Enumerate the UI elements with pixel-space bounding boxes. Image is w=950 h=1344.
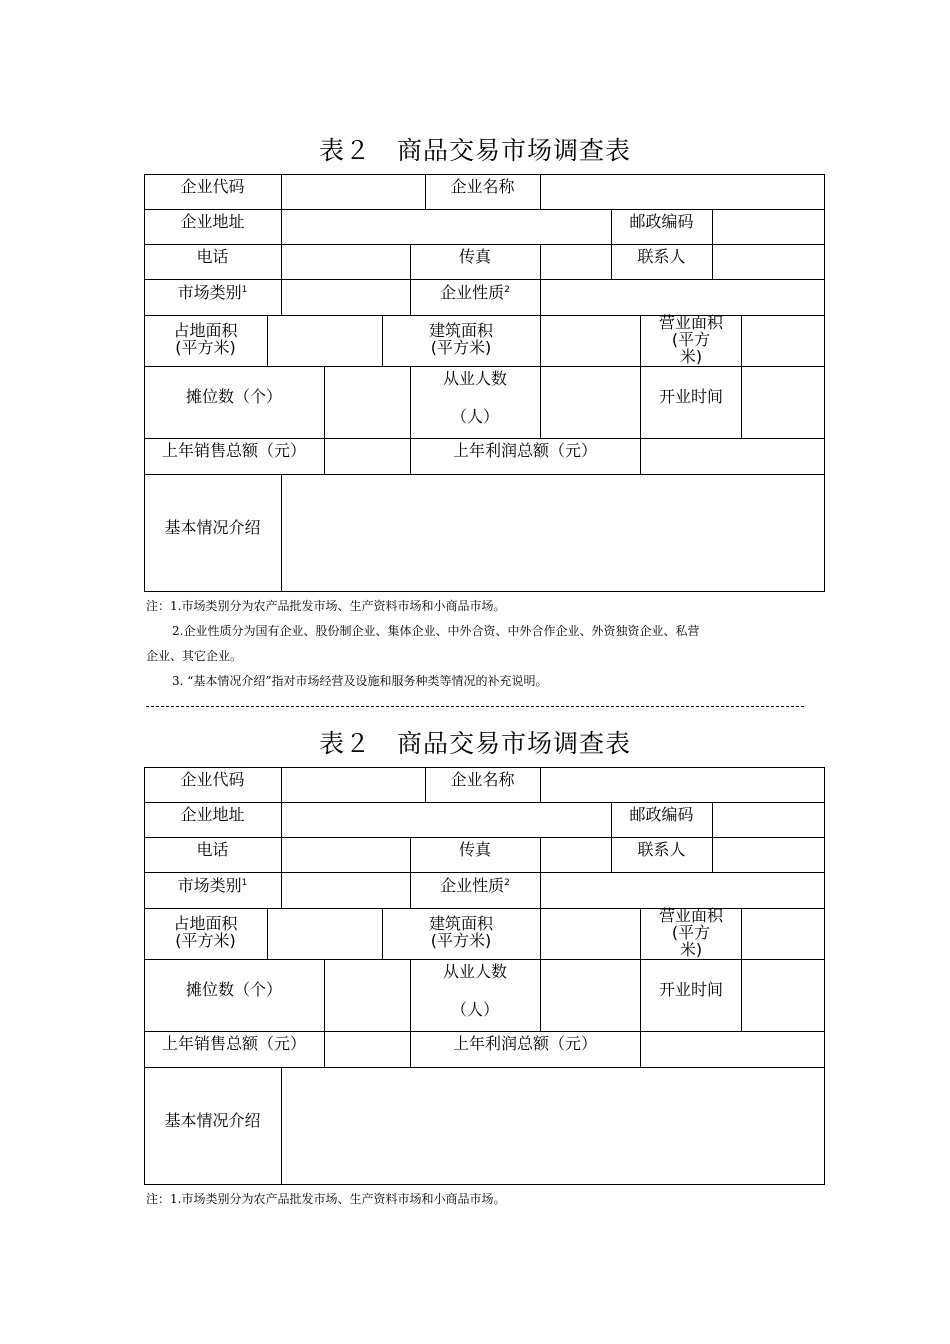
building-area-label: 建筑面积 (平方米) [428,321,493,357]
last-year-profit-label: 上年利润总额（元） [452,441,597,460]
enterprise-nature-label: 企业性质$^2$ [440,876,510,895]
cut-line-divider [146,706,804,707]
last-year-sales-label: 上年销售总额（元） [161,441,306,460]
fax-label: 传真 [458,840,491,859]
table-title: 表２ 商品交易市场调查表 [318,729,631,758]
employees-label: 从业人数 [442,962,507,981]
enterprise-code-label: 企业代码 [180,770,245,789]
employees-label: 从业人数 [442,369,507,388]
enterprise-name-label: 企业名称 [450,770,515,789]
table-title: 表２ 商品交易市场调查表 [318,136,631,165]
enterprise-address-label: 企业地址 [180,212,245,231]
building-area-label: 建筑面积 (平方米) [428,914,493,950]
phone-label: 电话 [196,840,229,859]
note-1: 注：1.市场类别分为农产品批发市场、生产资料市场和小商品市场。 [146,599,506,613]
note-1: 注：1.市场类别分为农产品批发市场、生产资料市场和小商品市场。 [146,1192,506,1206]
business-area-label: 营业面积 (平方 米) [658,313,723,366]
employees-unit-label: （人） [450,1000,499,1019]
market-type-label: 市场类别$^1$ [177,283,248,302]
note-2: 2.企业性质分为国有企业、股份制企业、集体企业、中外合资、中外合作企业、外资独资企业、私营 [172,624,700,638]
phone-label: 电话 [196,247,229,266]
enterprise-address-label: 企业地址 [180,805,245,824]
contact-label: 联系人 [637,840,686,859]
fax-label: 传真 [458,247,491,266]
enterprise-nature-label: 企业性质$^2$ [440,283,510,302]
postal-code-label: 邮政编码 [629,212,694,231]
opening-time-label: 开业时间 [658,387,723,406]
market-type-label: 市场类别$^1$ [177,876,248,895]
note-2-continued: 企业、其它企业。 [146,649,243,663]
contact-label: 联系人 [637,247,686,266]
land-area-label: 占地面积 (平方米) [173,914,238,950]
land-area-label: 占地面积 (平方米) [173,321,238,357]
enterprise-name-label: 企业名称 [450,177,515,196]
employees-unit-label: （人） [450,407,499,426]
last-year-sales-label: 上年销售总额（元） [161,1034,306,1053]
note-3: 3. “基本情况介绍”指对市场经营及设施和服务种类等情况的补充说明。 [172,674,548,688]
postal-code-label: 邮政编码 [629,805,694,824]
survey-form [144,767,824,1185]
enterprise-code-label: 企业代码 [180,177,245,196]
stall-count-label: 摊位数（个） [185,980,282,999]
survey-form [144,174,824,592]
basic-intro-label: 基本情况介绍 [164,1111,261,1130]
basic-intro-label: 基本情况介绍 [164,518,261,537]
last-year-profit-label: 上年利润总额（元） [452,1034,597,1053]
business-area-label: 营业面积 (平方 米) [658,906,723,959]
stall-count-label: 摊位数（个） [185,387,282,406]
opening-time-label: 开业时间 [658,980,723,999]
